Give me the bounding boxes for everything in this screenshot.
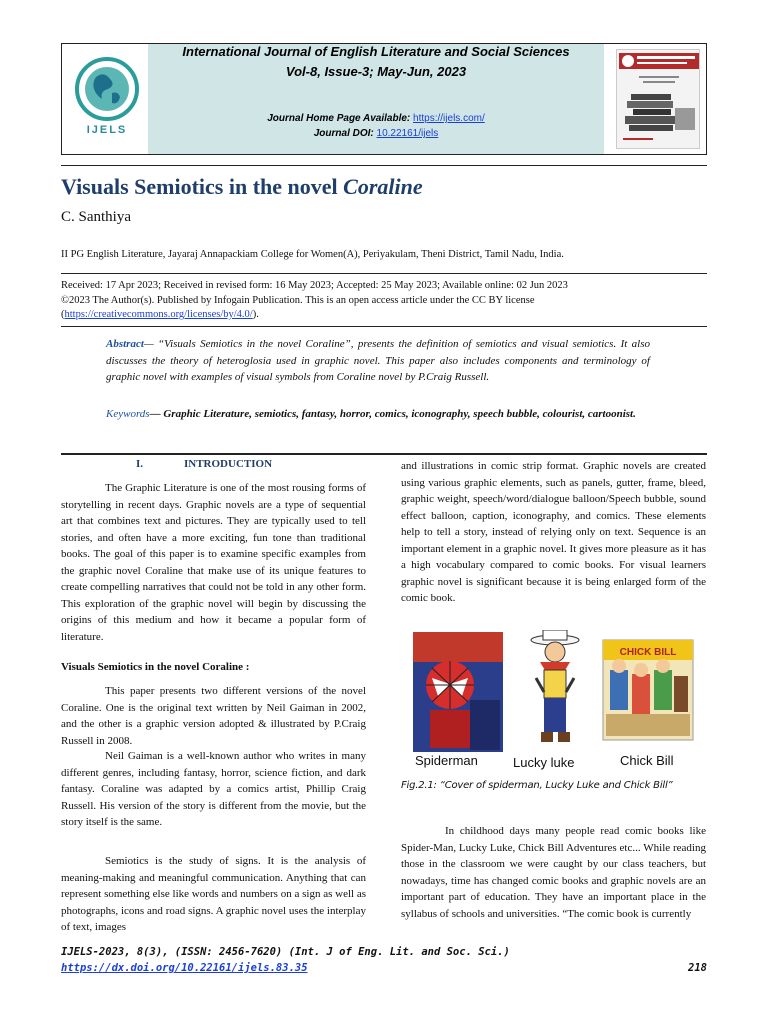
section-title: INTRODUCTION — [184, 458, 273, 470]
home-link[interactable]: https://ijels.com/ — [413, 113, 485, 124]
paragraph-5: and illustrations in comic strip format. Graphic novels are created using various graphic elements, such as panels, gutter, frame, bleed, graphic weight, speech/word/dialogue balloon/Speech bubble, sound effect balloon, caption, iconography, and comics. These elements help to tell a story, instead of relying only on text. Sequence is an important element in a graphic novel. It gives more pleasure as it has a high vocabulary compared to comic books. For visual learners graphic novel is significant because it is being enlarged form of the comic book. — [401, 460, 706, 604]
journal-title: International Journal of English Literature and Social Sciences — [182, 44, 570, 59]
abstract — [106, 336, 650, 386]
journal-doi-line — [148, 128, 604, 139]
graphic-elements-paragraph — [401, 458, 706, 607]
chick-bill-cover-image — [603, 640, 693, 740]
figure-caption: Fig.2.1: “Cover of spiderman, Lucky Luke and Chick Bill” — [401, 780, 673, 791]
paragraph-4: Semiotics is the study of signs. It is the analysis of meaning-making and meaningful communication. Anything that can represent something else like words and numbers on a sign as well as photographs, icons and road signs. A graphic novel uses the interplay of text, images — [61, 855, 366, 933]
paragraph-3: Neil Gaiman is a well-known author who writes in many different genres, including fantasy, horror, science fiction, and dark fantasy. Coraline was adapted by a comics artist, Phillip Craig Russell. His version of the story is different from the movie, but the story itself is the same. — [61, 750, 366, 828]
info-rule — [61, 326, 707, 327]
author-name: C. Santhiya — [61, 209, 131, 225]
figure-label-lucky-luke: Lucky luke — [513, 755, 575, 770]
license-url-prefix: ( — [61, 309, 65, 320]
paragraph-1: The Graphic Literature is one of the most rousing forms of storytelling in recent days. Graphic novels are a type of sequential art that combines text and pictures. They are typically used to tell stories, and often have a more exciting, fun tone than traditional books. The goal of this paper is to examine specific examples from the graphic novel Coraline that make use of its unique features to create compelling narratives that could not be told in any other form. This exploration of the graphic novel will begin by discussing the origins of this medium and how it became a popular form of literature. — [61, 482, 366, 643]
semiotics-paragraph — [61, 853, 366, 936]
lucky-luke-image — [531, 630, 579, 742]
section-number: I. — [136, 458, 144, 470]
keywords — [106, 406, 650, 423]
page-number: 218 — [688, 962, 707, 974]
publication-info — [61, 279, 711, 323]
affiliation-rule — [61, 273, 707, 274]
chick-bill-cover-title: CHICK BILL — [619, 647, 677, 658]
journal-cover-thumbnail — [616, 49, 700, 149]
footer-citation: IJELS-2023, 8(3), (ISSN: 2456-7620) (Int. J of Eng. Lit. and Soc. Sci.) — [61, 946, 510, 958]
abstract-rule — [61, 453, 707, 455]
paragraph-6: In childhood days many people read comic books like Spider-Man, Lucky Luke, Chick Bill Adventures etc... While reading those in the classroom we were caught by our class teachers, but nowadays, time has changed comic books and graphic novels are an important part of education. They have an important place in the syllabus of schools and universities. “The comic book is currently — [401, 825, 706, 920]
figure-comic-covers — [410, 630, 710, 775]
dates-line: Received: 17 Apr 2023; Received in revised form: 16 May 2023; Accepted: 25 May 2023; Available online: 02 Jun 2023 — [61, 280, 568, 291]
versions-paragraph — [61, 683, 366, 749]
figure-label-spiderman: Spiderman — [415, 753, 478, 768]
title-italic: Coraline — [343, 174, 423, 199]
cover-image — [617, 50, 700, 149]
article-title — [61, 174, 423, 200]
license-line: ©2023 The Author(s). Published by Infogain Publication. This is an open access article under the CC BY license — [61, 294, 535, 306]
ijels-logo — [68, 55, 146, 137]
paragraph-2: This paper presents two different versions of the novel Coraline. One is the original text written by Neil Gaiman in 2002, and the other is a graphic version adopted & illustrated by P.Craig Russell in 2008. — [61, 685, 366, 747]
intro-paragraph — [61, 480, 366, 645]
journal-volume: Vol-8, Issue-3; May-Jun, 2023 — [285, 64, 467, 79]
logo-text: IJELS — [86, 124, 128, 136]
figure-images — [410, 630, 710, 755]
header-rule — [61, 165, 707, 166]
home-label: Journal Home Page Available: — [267, 113, 414, 124]
spiderman-cover-image — [413, 632, 503, 752]
abstract-label: Abstract — [106, 338, 144, 350]
journal-home-line — [148, 113, 604, 124]
figure-label-chick-bill: Chick Bill — [620, 753, 674, 768]
childhood-paragraph — [401, 823, 706, 922]
footer-doi-link[interactable]: https://dx.doi.org/10.22161/ijels.83.35 — [61, 962, 308, 974]
doi-label: Journal DOI: — [313, 128, 377, 139]
license-url-suffix: ). — [252, 309, 259, 320]
license-url-line — [61, 308, 711, 323]
keywords-label: Keywords — [106, 408, 150, 420]
subheading: Visuals Semiotics in the novel Coraline : — [61, 661, 250, 673]
gaiman-paragraph — [61, 748, 366, 831]
abstract-text: — “Visuals Semiotics in the novel Coraline”, presents the definition of semiotics and visual semiotics. It also discusses the theory of heteroglosia used in graphic novel. This paper also includes components and terminology of graphic novel with examples of visual symbols from Coraline novel by P.Craig Russell. — [106, 338, 650, 383]
author-affiliation: II PG English Literature, Jayaraj Annapackiam College for Women(A), Periyakulam, Theni District, Tamil Nadu, India. — [61, 249, 564, 260]
doi-link[interactable]: 10.22161/ijels — [376, 128, 439, 139]
title-text: Visuals Semiotics in the novel — [61, 174, 344, 199]
keywords-text: — Graphic Literature, semiotics, fantasy, horror, comics, iconography, speech bubble, colourist, cartoonist. — [149, 408, 636, 420]
license-link[interactable]: https://creativecommons.org/licenses/by/4.0/ — [64, 309, 253, 320]
